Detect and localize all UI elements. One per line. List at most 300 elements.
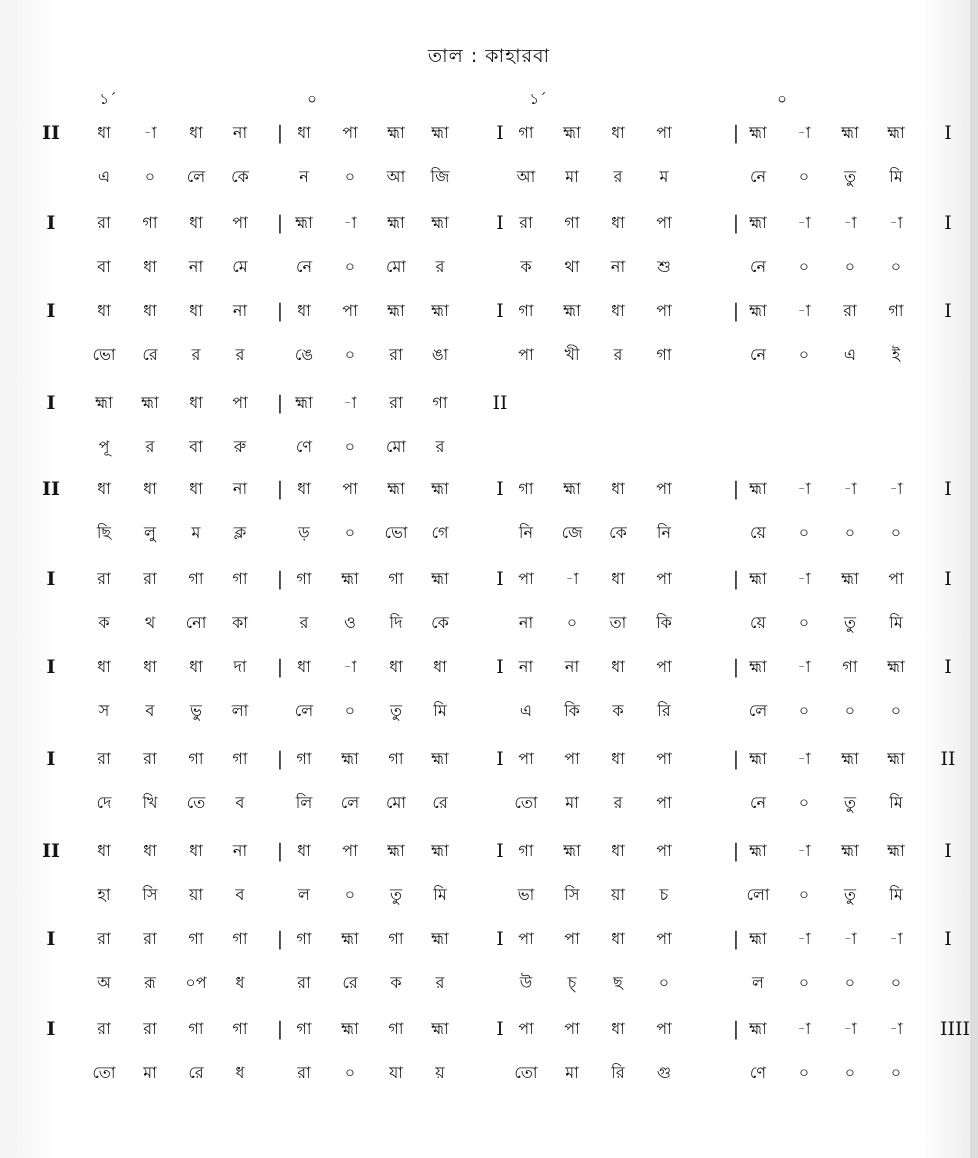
lyric-syllable: ০ — [844, 973, 856, 992]
swara-note: ধা — [143, 301, 157, 320]
barline: I — [944, 478, 952, 500]
lyric-syllable: রে — [432, 793, 448, 812]
lyric-syllable: ম — [659, 167, 669, 186]
swara-note: হ্মা — [563, 123, 581, 142]
lyric-syllable: সি — [564, 885, 580, 904]
swara-note: -া — [797, 749, 811, 768]
lyric-syllable: চ — [659, 885, 669, 904]
swara-note: ধা — [97, 841, 111, 860]
lyric-syllable: কে — [431, 613, 449, 632]
swara-note: হ্মা — [141, 393, 159, 412]
swara-note: -া — [343, 213, 357, 232]
swara-note: ধা — [189, 301, 203, 320]
swara-note: রা — [97, 569, 111, 588]
swara-note: পা — [564, 1019, 580, 1038]
lyric-syllable: তে — [186, 793, 206, 812]
swara-note: হ্মা — [887, 657, 905, 676]
row-start-mark: II — [42, 840, 60, 862]
lyric-syllable: লে — [186, 167, 206, 186]
beat-marker-4: ০ — [777, 90, 787, 108]
barline: | — [276, 840, 284, 862]
swara-note: গা — [564, 213, 580, 232]
lyric-syllable: মি — [433, 885, 447, 904]
barline: | — [276, 392, 284, 414]
lyric-syllable: না — [518, 613, 534, 632]
swara-note: পা — [342, 479, 358, 498]
barline: | — [732, 122, 740, 144]
swara-note: হ্মা — [387, 123, 405, 142]
barline: I — [944, 300, 952, 322]
lyric-syllable: য় — [435, 1063, 445, 1082]
lyric-syllable: ব — [145, 701, 155, 720]
swara-note: গা — [232, 929, 248, 948]
swara-note: পা — [564, 929, 580, 948]
barline: | — [276, 568, 284, 590]
barline: | — [276, 300, 284, 322]
lyric-syllable: র — [613, 345, 623, 364]
lyric-syllable: বা — [189, 437, 203, 456]
row-start-mark: I — [46, 748, 56, 770]
swara-note: হ্মা — [431, 1019, 449, 1038]
lyric-syllable: হা — [97, 885, 111, 904]
swara-note: হ্মা — [295, 213, 313, 232]
swara-note: ধা — [611, 1019, 625, 1038]
swara-note: ধা — [611, 841, 625, 860]
swara-note: ধা — [189, 657, 203, 676]
barline: | — [732, 840, 740, 862]
swara-note: ধা — [97, 657, 111, 676]
row-start-mark: I — [46, 656, 56, 678]
swara-note: গা — [188, 749, 204, 768]
barline: I — [496, 300, 504, 322]
swara-note: হ্মা — [887, 123, 905, 142]
lyric-syllable: রা — [297, 1063, 311, 1082]
swara-note: ধা — [297, 657, 311, 676]
lyric-syllable: বা — [97, 257, 111, 276]
swara-note: ধা — [611, 569, 625, 588]
swara-note: গা — [518, 479, 534, 498]
swara-note: পা — [342, 841, 358, 860]
lyric-syllable: যা — [389, 1063, 403, 1082]
lyric-syllable: তা — [609, 613, 627, 632]
lyric-syllable: ব — [235, 793, 245, 812]
lyric-syllable: মি — [889, 167, 903, 186]
lyric-syllable: ০ — [144, 167, 156, 186]
swara-note: হ্মা — [841, 749, 859, 768]
swara-note: না — [232, 301, 248, 320]
swara-note: হ্মা — [387, 841, 405, 860]
lyric-syllable: ম — [191, 523, 201, 542]
lyric-syllable: ০ — [844, 523, 856, 542]
lyric-syllable: ধা — [143, 257, 157, 276]
lyric-syllable: ০ — [798, 701, 810, 720]
barline: I — [496, 928, 504, 950]
swara-note: -া — [843, 479, 857, 498]
lyric-syllable: ০ — [798, 523, 810, 542]
lyric-syllable: ব — [235, 885, 245, 904]
swara-note: পা — [232, 213, 248, 232]
lyric-syllable: ০ — [890, 1063, 902, 1082]
lyric-syllable: না — [188, 257, 204, 276]
swara-note: গা — [518, 123, 534, 142]
lyric-syllable: ণে — [749, 1063, 767, 1082]
lyric-syllable: ০ — [844, 701, 856, 720]
swara-note: হ্মা — [749, 301, 767, 320]
swara-note: রা — [143, 749, 157, 768]
lyric-syllable: র — [235, 345, 245, 364]
lyric-syllable: লে — [294, 701, 314, 720]
lyric-syllable: গা — [656, 345, 672, 364]
barline: I — [496, 748, 504, 770]
barline: I — [496, 1018, 504, 1040]
lyric-syllable: থ — [144, 613, 156, 632]
barline: I — [496, 212, 504, 234]
lyric-syllable: ০ — [890, 701, 902, 720]
lyric-syllable: পা — [518, 345, 534, 364]
swara-note: না — [232, 479, 248, 498]
swara-note: -া — [843, 1019, 857, 1038]
barline: I — [496, 478, 504, 500]
lyric-syllable: ক — [98, 613, 110, 632]
lyric-syllable: কা — [232, 613, 248, 632]
lyric-syllable: ০ — [344, 523, 356, 542]
row-start-mark: I — [46, 928, 56, 950]
swara-note: পা — [232, 393, 248, 412]
lyric-syllable: নি — [656, 523, 672, 542]
swara-note: হ্মা — [887, 841, 905, 860]
lyric-syllable: মে — [232, 257, 248, 276]
swara-note: ধা — [611, 301, 625, 320]
swara-note: ধা — [433, 657, 447, 676]
lyric-syllable: ল — [752, 973, 764, 992]
barline: | — [276, 656, 284, 678]
swara-note: দা — [233, 657, 247, 676]
swara-note: হ্মা — [341, 929, 359, 948]
lyric-syllable: লা — [231, 701, 249, 720]
swara-note: পা — [656, 569, 672, 588]
swara-note: গা — [188, 929, 204, 948]
swara-note: পা — [656, 301, 672, 320]
barline: | — [732, 1018, 740, 1040]
lyric-syllable: মো — [385, 257, 407, 276]
lyric-syllable: ক — [612, 701, 624, 720]
swara-note: হ্মা — [431, 479, 449, 498]
lyric-syllable: ০ — [344, 701, 356, 720]
swara-note: পা — [656, 929, 672, 948]
lyric-syllable: ঙে — [294, 345, 314, 364]
lyric-syllable: সি — [142, 885, 158, 904]
swara-note: ধা — [189, 393, 203, 412]
barline: I — [944, 212, 952, 234]
swara-note: হ্মা — [749, 123, 767, 142]
lyric-syllable: গু — [656, 1063, 672, 1082]
barline: I — [496, 122, 504, 144]
swara-note: হ্মা — [95, 393, 113, 412]
lyric-syllable: কি — [656, 613, 672, 632]
swara-note: না — [564, 657, 580, 676]
beat-marker-2: ০ — [307, 90, 317, 108]
lyric-syllable: নো — [185, 613, 207, 632]
lyric-syllable: ০ — [890, 973, 902, 992]
lyric-syllable: আ — [386, 167, 406, 186]
swara-note: গা — [388, 749, 404, 768]
lyric-syllable: ০ — [798, 345, 810, 364]
lyric-syllable: র — [435, 257, 445, 276]
lyric-syllable: ০ — [344, 885, 356, 904]
lyric-syllable: শু — [657, 257, 671, 276]
lyric-syllable: র — [613, 167, 623, 186]
lyric-syllable: ০ — [890, 523, 902, 542]
swara-note: গা — [296, 569, 312, 588]
lyric-syllable: খী — [564, 345, 580, 364]
lyric-syllable: নে — [749, 793, 767, 812]
lyric-syllable: তু — [389, 701, 402, 720]
swara-note: না — [232, 841, 248, 860]
swara-note: গা — [518, 841, 534, 860]
lyric-syllable: মি — [889, 885, 903, 904]
swara-note: হ্মা — [387, 213, 405, 232]
lyric-syllable: ০ — [798, 167, 810, 186]
lyric-syllable: লু — [144, 523, 156, 542]
swara-note: হ্মা — [749, 929, 767, 948]
lyric-syllable: তু — [843, 613, 856, 632]
lyric-syllable: ড় — [298, 523, 310, 542]
lyric-syllable: না — [610, 257, 626, 276]
lyric-syllable: নি — [518, 523, 534, 542]
lyric-syllable: ০ — [344, 437, 356, 456]
barline: I — [496, 568, 504, 590]
swara-note: রা — [97, 213, 111, 232]
swara-note: পা — [518, 749, 534, 768]
lyric-syllable: মি — [433, 701, 447, 720]
lyric-syllable: য়ে — [750, 523, 766, 542]
barline: | — [732, 212, 740, 234]
swara-note: -া — [843, 213, 857, 232]
lyric-syllable: ০ — [658, 973, 670, 992]
swara-note: গা — [296, 929, 312, 948]
lyric-syllable: জি — [430, 167, 450, 186]
swara-note: ধা — [189, 123, 203, 142]
barline: II — [492, 392, 508, 414]
swara-note: হ্মা — [431, 123, 449, 142]
barline: | — [276, 1018, 284, 1040]
swara-note: রা — [143, 569, 157, 588]
lyric-syllable: ০প — [185, 973, 207, 992]
lyric-syllable: ল — [298, 885, 310, 904]
lyric-syllable: থা — [564, 257, 580, 276]
lyric-syllable: নে — [749, 345, 767, 364]
barline: I — [944, 568, 952, 590]
barline: I — [496, 656, 504, 678]
beat-marker-1: ১´ — [99, 90, 117, 108]
lyric-syllable: র — [435, 973, 445, 992]
lyric-syllable: তু — [843, 167, 856, 186]
lyric-syllable: ছ — [613, 973, 623, 992]
lyric-syllable: রা — [297, 973, 311, 992]
swara-note: পা — [656, 213, 672, 232]
swara-note: হ্মা — [341, 749, 359, 768]
swara-note: গা — [232, 1019, 248, 1038]
swara-note: ধা — [97, 123, 111, 142]
swara-note: ধা — [143, 479, 157, 498]
swara-note: হ্মা — [387, 479, 405, 498]
swara-note: -া — [797, 301, 811, 320]
lyric-syllable: ক — [390, 973, 402, 992]
barline: | — [732, 478, 740, 500]
swara-note: -া — [343, 657, 357, 676]
swara-note: হ্মা — [841, 569, 859, 588]
swara-note: পা — [656, 841, 672, 860]
barline: | — [276, 122, 284, 144]
lyric-syllable: ধ — [235, 1063, 245, 1082]
lyric-syllable: য়া — [188, 885, 204, 904]
barline: | — [276, 478, 284, 500]
swara-note: গা — [432, 393, 448, 412]
lyric-syllable: ন — [299, 167, 309, 186]
lyric-syllable: ০ — [344, 1063, 356, 1082]
swara-note: পা — [888, 569, 904, 588]
swara-note: হ্মা — [295, 393, 313, 412]
lyric-syllable: মি — [889, 613, 903, 632]
swara-note: পা — [518, 569, 534, 588]
row-start-mark: I — [46, 1018, 56, 1040]
lyric-syllable: ০ — [344, 167, 356, 186]
row-start-mark: I — [46, 212, 56, 234]
lyric-syllable: ক — [520, 257, 532, 276]
swara-note: ধা — [611, 657, 625, 676]
lyric-syllable: র — [435, 437, 445, 456]
row-start-mark: I — [46, 300, 56, 322]
lyric-syllable: মো — [385, 793, 407, 812]
swara-note: পা — [564, 749, 580, 768]
barline: | — [732, 656, 740, 678]
swara-note: হ্মা — [563, 841, 581, 860]
swara-note: রা — [143, 1019, 157, 1038]
lyric-syllable: লে — [748, 701, 768, 720]
lyric-syllable: য়ে — [750, 613, 766, 632]
swara-note: রা — [97, 749, 111, 768]
lyric-syllable: পা — [656, 793, 672, 812]
barline: IIII — [940, 1018, 971, 1040]
lyric-syllable: ০ — [798, 793, 810, 812]
lyric-syllable: মা — [565, 1063, 579, 1082]
row-start-mark: I — [46, 392, 56, 414]
lyric-syllable: ও — [344, 613, 356, 632]
barline: | — [276, 928, 284, 950]
swara-note: রা — [843, 301, 857, 320]
lyric-syllable: রে — [142, 345, 158, 364]
tala-title: তাল : কাহারবা — [427, 45, 551, 67]
lyric-syllable: ধ — [235, 973, 245, 992]
lyric-syllable: মা — [565, 167, 579, 186]
lyric-syllable: তু — [843, 885, 856, 904]
lyric-syllable: রু — [233, 437, 247, 456]
barline: | — [732, 928, 740, 950]
swara-note: হ্মা — [431, 841, 449, 860]
barline: | — [732, 748, 740, 770]
lyric-syllable: লে — [340, 793, 360, 812]
row-start-mark: II — [42, 478, 60, 500]
swara-note: গা — [888, 301, 904, 320]
swara-note: রা — [97, 1019, 111, 1038]
lyric-syllable: অ — [97, 973, 111, 992]
lyric-syllable: ০ — [798, 613, 810, 632]
lyric-syllable: লি — [295, 793, 313, 812]
swara-note: হ্মা — [749, 213, 767, 232]
lyric-syllable: নে — [749, 167, 767, 186]
swara-note: -া — [797, 1019, 811, 1038]
swara-note: রা — [389, 393, 403, 412]
swara-note: ধা — [189, 479, 203, 498]
lyric-syllable: রূ — [144, 973, 156, 992]
lyric-syllable: ০ — [798, 885, 810, 904]
lyric-syllable: মা — [565, 793, 579, 812]
swara-note: গা — [188, 569, 204, 588]
swara-note: হ্মা — [749, 749, 767, 768]
lyric-syllable: স — [98, 701, 110, 720]
swara-note: গা — [296, 1019, 312, 1038]
barline: I — [944, 656, 952, 678]
swara-note: হ্মা — [841, 841, 859, 860]
swara-note: ধা — [297, 479, 311, 498]
swara-note: রা — [519, 213, 533, 232]
swara-note: হ্মা — [749, 569, 767, 588]
swara-note: হ্মা — [749, 657, 767, 676]
swara-note: -া — [343, 393, 357, 412]
swara-note: ধা — [297, 301, 311, 320]
swara-note: পা — [656, 749, 672, 768]
lyric-syllable: ০ — [566, 613, 578, 632]
swara-note: গা — [296, 749, 312, 768]
swara-note: ধা — [297, 841, 311, 860]
lyric-syllable: তু — [389, 885, 402, 904]
swara-note: গা — [518, 301, 534, 320]
swara-note: -া — [889, 213, 903, 232]
swara-note: হ্মা — [749, 479, 767, 498]
lyric-syllable: ঙা — [431, 345, 449, 364]
swara-note: ধা — [611, 479, 625, 498]
lyric-syllable: য়া — [610, 885, 626, 904]
swara-note: -া — [143, 123, 157, 142]
lyric-syllable: এ — [97, 167, 111, 186]
lyric-syllable: ০ — [890, 257, 902, 276]
swara-note: পা — [656, 123, 672, 142]
swara-note: হ্মা — [387, 301, 405, 320]
swara-note: হ্মা — [887, 749, 905, 768]
swara-note: ধা — [297, 123, 311, 142]
swara-note: গা — [388, 929, 404, 948]
lyric-syllable: দি — [389, 613, 403, 632]
swara-note: -া — [797, 213, 811, 232]
lyric-syllable: মো — [385, 437, 407, 456]
swara-note: ধা — [611, 213, 625, 232]
swara-note: ধা — [189, 841, 203, 860]
lyric-syllable: ভা — [517, 885, 535, 904]
lyric-syllable: র — [145, 437, 155, 456]
swara-note: -া — [565, 569, 579, 588]
swara-note: পা — [656, 479, 672, 498]
swara-note: হ্মা — [341, 1019, 359, 1038]
swara-note: গা — [232, 569, 248, 588]
lyric-syllable: রি — [611, 1063, 625, 1082]
barline: | — [276, 748, 284, 770]
swara-note: ধা — [611, 929, 625, 948]
lyric-syllable: র — [191, 345, 201, 364]
swara-note: হ্মা — [431, 213, 449, 232]
lyric-syllable: পূ — [98, 437, 110, 456]
lyric-syllable: মা — [143, 1063, 157, 1082]
lyric-syllable: জে — [561, 523, 583, 542]
